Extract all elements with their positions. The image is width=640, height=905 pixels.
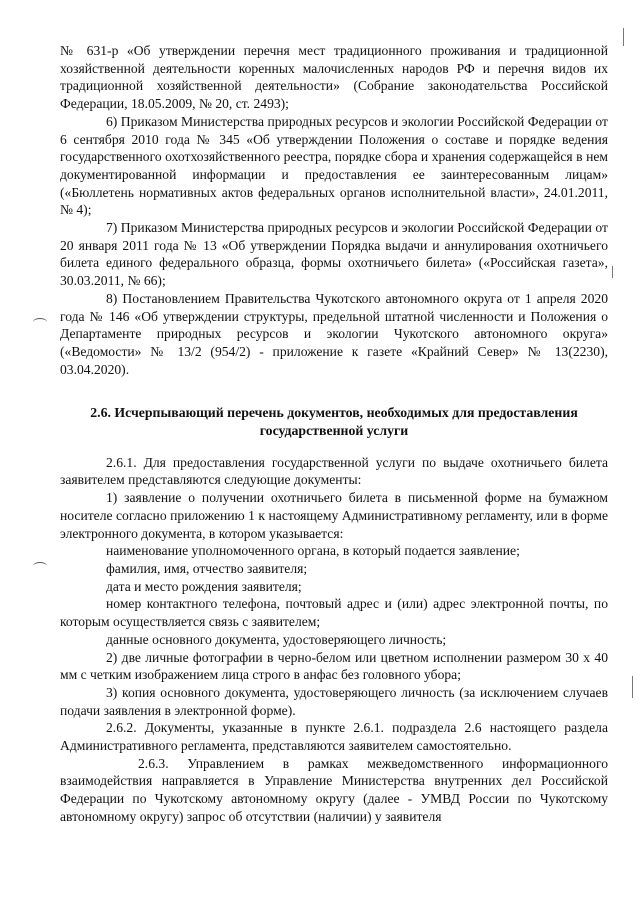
paragraph-birth: дата и место рождения заявителя; [106, 578, 302, 594]
paragraph-item-6: 6) Приказом Министерства природных ресурсов и экологии Российской Федерации от 6 сентября 2010 года № 345 «Об утверждении Положения о составе и порядке ведения государственного охотхозяйственного реестра, порядке сбора и хранения содержащейся в нем документированной информации и предоставления ее заинтересованным лицам» («Бюллетень нормативных актов федеральных органов исполнительной власти», 24.01.2011, № 4); [60, 113, 608, 218]
paragraph-order-631r: № 631-р «Об утверждении перечня мест традиционного проживания и традиционной хозяйственной деятельности коренных малочисленных народов РФ и перечня видов их традиционной хозяйственной деятельности» (Собрание законодательства Российской Федерации, 18.05.2009, № 20, ст. 2493); [60, 43, 608, 112]
paragraph-full-name: фамилия, имя, отчество заявителя; [106, 560, 308, 576]
paragraph-contacts: номер контактного телефона, почтовый адрес и (или) адрес электронной почты, по которым осуществляется связь с заявителем; [60, 596, 608, 630]
edge-mark [612, 266, 613, 278]
paragraph-item-7: 7) Приказом Министерства природных ресурсов и экологии Российской Федерации от 20 января 2011 года № 13 «Об утверждении Порядка выдачи и аннулирования охотничьего билета единого федерального образца, формы охотничьего билета» («Российская газета», 30.03.2011, № 66); [60, 220, 608, 289]
paragraph-doc-1: 1) заявление о получении охотничьего билета в письменной форме на бумажном носителе согласно приложению 1 к настоящему Административному регламенту, или в форме электронного документа, в котором указывается: [60, 490, 608, 541]
paragraph-doc-3: 3) копия основного документа, удостоверяющего личность (за исключением случаев подачи заявления в электронной форме). [60, 684, 608, 718]
paragraph-2-6-1: 2.6.1. Для предоставления государственной услуги по выдаче охотничьего билета заявителем представляются следующие документы: [60, 454, 608, 488]
margin-mark [33, 562, 47, 570]
paragraph-item-8: 8) Постановлением Правительства Чукотского автономного округа от 1 апреля 2020 года № 146 «Об утверждении структуры, предельной штатной численности и Положения о Департаменте природных ресурсов и экологии Чукотского автономного округа» («Ведомости» № 13/2 (954/2) - приложение к газете «Крайний Север» № 13(2230), 03.04.2020). [60, 290, 608, 377]
paragraph-doc-2: 2) две личные фотографии в черно-белом или цветном исполнении размером 30 х 40 мм с четким изображением лица строго в анфас без головного убора; [60, 649, 608, 683]
edge-mark [623, 28, 624, 46]
paragraph-2-6-3: 2.6.3. Управлением в рамках межведомственного информационного взаимодействия направляется в Управление Министерства внутренних дел Российской Федерации по Чукотскому автономному округу (далее - УМВД России по Чукотскому автономному округу) запрос об отсутствии (наличии) у заявителя [60, 755, 608, 824]
paragraph-authority-name: наименование уполномоченного органа, в который подается заявление; [106, 543, 520, 559]
edge-mark [632, 676, 633, 698]
paragraph-id-data: данные основного документа, удостоверяющего личность; [106, 631, 447, 647]
section-heading-2-6: 2.6. Исчерпывающий перечень документов, необходимых для предоставления государственной услуги [90, 405, 578, 439]
paragraph-2-6-2: 2.6.2. Документы, указанные в пункте 2.6.1. подраздела 2.6 настоящего раздела Административного регламента, представляются заявителем самостоятельно. [60, 720, 608, 754]
margin-mark [33, 318, 47, 326]
document-page [60, 42, 608, 826]
